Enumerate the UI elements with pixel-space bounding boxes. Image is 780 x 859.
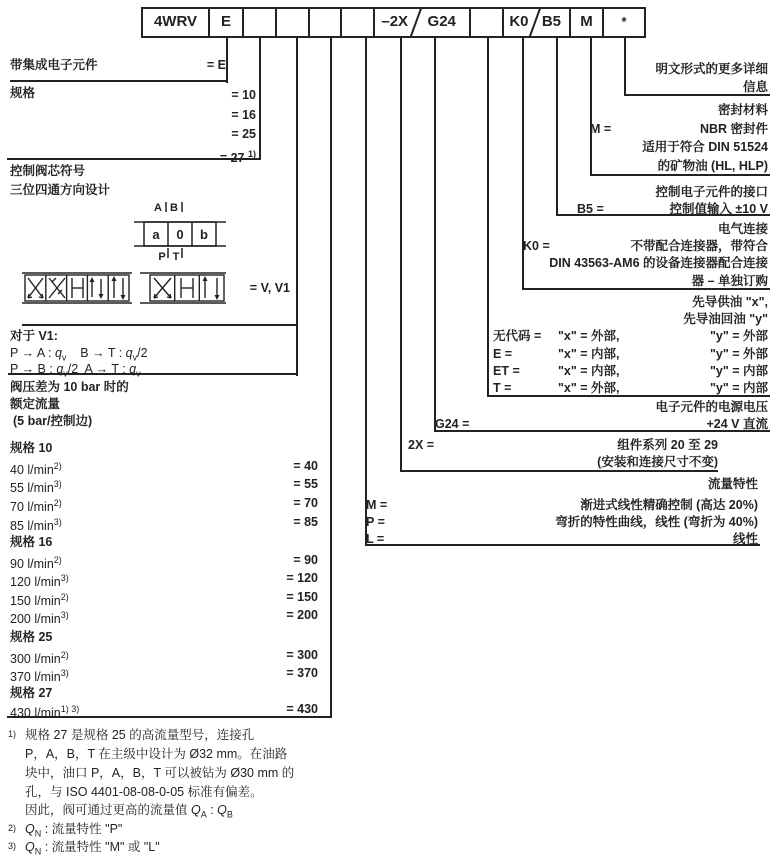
electrical-desc-1: 不带配合连接器，带符合	[630, 239, 768, 254]
series-desc-2: (安装和连接尺寸不变)	[597, 455, 718, 469]
flow-row: 85 $l/\min^{3)}$ = 85	[10, 515, 318, 534]
voltage-code: G24 =	[435, 416, 470, 431]
interface-code: B5 =	[577, 201, 604, 216]
flow-table	[10, 0, 318, 720]
spool-title-2: 三位四通方向设计	[10, 183, 111, 197]
electronics-label: 带集成电子元件	[10, 58, 98, 72]
pilot-title-2: 先导油回油 "y"	[683, 312, 768, 327]
spool-value: = V, V1	[249, 281, 290, 295]
footnote-1-line: 规格 27 是规格 25 的高流量型号，连接孔	[25, 728, 255, 742]
electrical-code: K0 =	[523, 239, 550, 254]
pilot-row: 无代码 = "x" = 外部, "y" = 外部	[493, 329, 768, 344]
electrical-desc-2: DIN 43563-AM6 的设备连接器配合连接	[549, 256, 768, 271]
section-pilot	[490, 294, 768, 397]
electronics-value: = E	[206, 58, 226, 72]
section-electrical	[432, 221, 768, 290]
spool-title-1: 控制阀芯符号	[10, 164, 86, 178]
code-connector-label: K0	[509, 13, 529, 30]
code-box-flowchar	[342, 9, 375, 36]
flow-row: 120 $l/\min^{3)}$ = 120	[10, 571, 318, 590]
size-value: = 25	[231, 127, 256, 141]
position-label-b: b	[200, 227, 208, 242]
footnote-marker: 3)	[8, 841, 17, 851]
footnote-1-line: 因此，阀可通过更高的流量值 $Q_A$ : $Q_B$	[25, 803, 233, 820]
interface-title: 控制电子元件的接口	[655, 185, 768, 199]
flow-intro-2: 额定流量	[10, 397, 61, 411]
footnote-1-line: 孔，与 ISO 4401-08-08-0-05 标准有偏差。	[25, 785, 263, 799]
flowchar-title: 流量特性	[707, 477, 758, 491]
flow-row: 55 $l/\min^{3)}$ = 55	[10, 477, 318, 496]
flow-group-header: 规格 25	[10, 630, 53, 644]
code-voltage-label: G24	[427, 13, 456, 30]
port-label-A: A	[154, 202, 162, 214]
seal-code: M =	[590, 121, 612, 136]
v1-title: 对于 V1:	[10, 329, 58, 343]
series-code: 2X =	[408, 438, 435, 452]
section-interface	[500, 184, 768, 217]
series-desc-1: 组件系列 20 至 29	[617, 438, 718, 452]
flow-row: 150 $l/\min^{2)}$ = 150	[10, 590, 318, 609]
voltage-title: 电子元件的电源电压	[655, 400, 768, 414]
code-box-empty	[471, 9, 504, 36]
flow-row: 200 $l/\min^{3)}$ = 200	[10, 608, 318, 627]
electrical-desc-3: 器 – 单独订购	[691, 273, 768, 288]
flow-group-header: 规格 10	[10, 441, 53, 455]
pilot-row: ET = "x" = 内部, "y" = 内部	[493, 363, 768, 378]
code-interface-label: B5	[541, 13, 562, 30]
seal-desc: NBR 密封件	[699, 121, 768, 136]
code-box-series-voltage	[375, 9, 471, 36]
pilot-title-1: 先导供油 "x",	[692, 295, 768, 309]
pilot-row: T = "x" = 外部, "y" = 内部	[493, 381, 768, 396]
port-label-T: T	[172, 251, 180, 262]
size-value: = 16	[231, 107, 256, 122]
footnote-3: $Q_N$ : 流量特性 "M" 或 "L"	[25, 840, 160, 857]
flow-row: 90 $l/\min^{2)}$ = 90	[10, 553, 318, 572]
connector-line-pilot	[487, 38, 489, 397]
connector-line-flow	[330, 38, 332, 718]
flow-row: 300 $l/\min^{2)}$ = 300	[10, 648, 318, 667]
seal-desc-3: 的矿物油 (HL, HLP)	[657, 158, 768, 173]
flowchar-row: L = 线性	[366, 532, 758, 546]
v1-row-1: P → A : $q_v$ B → T : $q_v/2$	[10, 346, 148, 363]
footnote-1-line: 块中，油口 P，A，B，T 可以被钻为 Ø30 mm 的	[25, 766, 295, 780]
footnote-2: $Q_N$ : 流量特性 "P"	[25, 822, 123, 839]
section-star	[600, 61, 768, 96]
code-star-label: *	[621, 14, 627, 29]
code-box-seal	[571, 9, 604, 36]
v1-row-2: P → B : $q_v/2$ A → T : $q_v$	[10, 362, 141, 379]
code-model-label: 4WRV	[153, 13, 198, 30]
code-box-star	[604, 9, 644, 36]
electrical-title: 电气连接	[717, 222, 768, 236]
interface-desc: 控制值输入 ±10 V	[669, 201, 768, 216]
seal-desc-2: 适用于符合 DIN 51524	[642, 140, 768, 154]
flow-row: 40 $l/\min^{2)}$ = 40	[10, 459, 318, 478]
size-value-27: = 27 $^{1)}$	[219, 148, 256, 165]
footnote-1-line: P，A，B，T 在主级中设计为 Ø32 mm。在油路	[25, 747, 288, 761]
voltage-desc: +24 V 直流	[706, 416, 768, 431]
port-label-P: P	[158, 251, 166, 262]
code-electronics-label: E	[220, 13, 231, 30]
section-seal	[588, 101, 768, 175]
position-label-a: a	[152, 227, 160, 242]
flowchar-row: M = 渐进式线性精确控制 (高达 20%)	[366, 498, 758, 512]
code-box-connector-interface	[504, 9, 571, 36]
connector-line-series	[400, 38, 402, 472]
flow-intro-1: 阀压差为 10 bar 时的	[10, 380, 129, 394]
section-flowchar	[362, 476, 758, 548]
star-desc-1: 明文形式的更多详细	[655, 62, 768, 76]
position-label-0: 0	[176, 227, 184, 242]
code-series-label: –2X	[381, 13, 409, 30]
flow-group-header: 规格 27	[10, 686, 53, 700]
port-label-B: B	[170, 202, 178, 214]
connector-line-flowchar	[365, 38, 367, 546]
flow-row: 70 $l/\min^{2)}$ = 70	[10, 496, 318, 515]
code-seal-label: M	[580, 13, 593, 30]
footnote-marker: 2)	[8, 823, 17, 833]
flow-row: 370 $l/\min^{3)}$ = 370	[10, 666, 318, 685]
flowchar-row: P = 弯折的特性曲线，线性 (弯折为 40%)	[366, 515, 758, 529]
star-desc-2: 信息	[742, 79, 768, 94]
footnote-marker: 1)	[8, 729, 17, 739]
pilot-row: E = "x" = 内部, "y" = 外部	[493, 346, 768, 361]
size-label: 规格	[10, 86, 36, 100]
section-voltage	[430, 399, 768, 432]
section-series	[400, 437, 718, 471]
flow-row: 430 $l/\min^{1) 3)}$ = 430	[10, 702, 318, 721]
seal-title: 密封材料	[717, 103, 768, 117]
flow-group-header: 规格 16	[10, 535, 53, 549]
size-value: = 10	[231, 88, 256, 102]
flow-intro-3: (5 bar/控制边)	[13, 414, 93, 428]
